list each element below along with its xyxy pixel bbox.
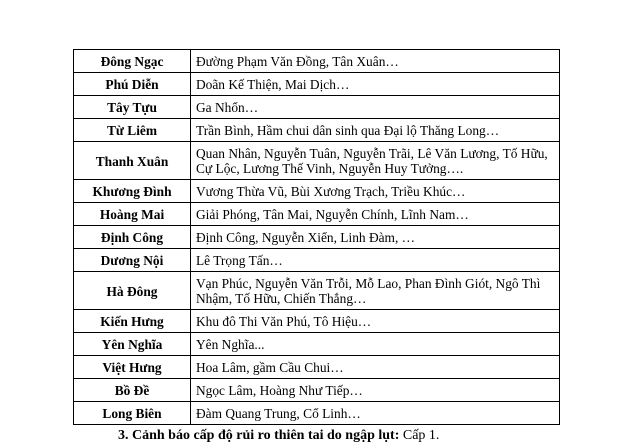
flooded-streets-cell: Doãn Kế Thiện, Mai Dịch… xyxy=(191,73,560,96)
flooded-streets-cell: Khu đô Thi Văn Phú, Tô Hiệu… xyxy=(191,310,560,333)
flooded-streets-cell: Quan Nhân, Nguyễn Tuân, Nguyễn Trãi, Lê Văn Lương, Tố Hữu, Cự Lộc, Lương Thế Vinh, Nguyễn Huy Tưởng…. xyxy=(191,142,560,180)
table-row xyxy=(74,119,560,142)
table-row xyxy=(74,333,560,356)
table-body xyxy=(74,50,560,425)
table-row xyxy=(74,203,560,226)
area-name-cell: Thanh Xuân xyxy=(74,142,191,180)
flooded-streets-cell: Yên Nghĩa... xyxy=(191,333,560,356)
area-name-cell: Hoàng Mai xyxy=(74,203,191,226)
flooded-streets-cell: Hoa Lâm, gầm Cầu Chui… xyxy=(191,356,560,379)
area-name-cell: Đông Ngạc xyxy=(74,50,191,73)
flooded-streets-cell: Giải Phóng, Tân Mai, Nguyễn Chính, Lĩnh Nam… xyxy=(191,203,560,226)
table-row xyxy=(74,226,560,249)
flood-risk-heading-label: 3. Cảnh báo cấp độ rủi ro thiên tai do ngập lụt: xyxy=(118,428,400,443)
flooded-streets-cell: Định Công, Nguyễn Xiển, Linh Đàm, … xyxy=(191,226,560,249)
area-name-cell: Kiến Hưng xyxy=(74,310,191,333)
area-name-cell: Hà Đông xyxy=(74,272,191,310)
area-name-cell: Dương Nội xyxy=(74,249,191,272)
flooded-streets-cell: Vương Thừa Vũ, Bùi Xương Trạch, Triều Khúc… xyxy=(191,180,560,203)
area-name-cell: Việt Hưng xyxy=(74,356,191,379)
flood-area-table xyxy=(73,49,560,425)
flooded-streets-cell: Ga Nhổn… xyxy=(191,96,560,119)
flood-risk-heading xyxy=(118,428,439,444)
area-name-cell: Khương Đình xyxy=(74,180,191,203)
area-name-cell: Phú Diễn xyxy=(74,73,191,96)
area-name-cell: Bồ Đề xyxy=(74,379,191,402)
table-row xyxy=(74,73,560,96)
area-name-cell: Long Biên xyxy=(74,402,191,425)
table-row xyxy=(74,356,560,379)
flooded-streets-cell: Đàm Quang Trung, Cổ Linh… xyxy=(191,402,560,425)
area-name-cell: Từ Liêm xyxy=(74,119,191,142)
area-name-cell: Tây Tựu xyxy=(74,96,191,119)
table-row xyxy=(74,50,560,73)
table-row xyxy=(74,310,560,333)
area-name-cell: Yên Nghĩa xyxy=(74,333,191,356)
flooded-streets-cell: Ngọc Lâm, Hoàng Như Tiếp… xyxy=(191,379,560,402)
table-row xyxy=(74,142,560,180)
table-row xyxy=(74,249,560,272)
table-row xyxy=(74,272,560,310)
flooded-streets-cell: Đường Phạm Văn Đồng, Tân Xuân… xyxy=(191,50,560,73)
flooded-streets-cell: Lê Trọng Tấn… xyxy=(191,249,560,272)
flooded-streets-cell: Vạn Phúc, Nguyễn Văn Trỗi, Mỗ Lao, Phan Đình Giót, Ngô Thì Nhậm, Tố Hữu, Chiến Thắng… xyxy=(191,272,560,310)
table-row xyxy=(74,379,560,402)
flooded-streets-cell: Trần Bình, Hầm chui dân sinh qua Đại lộ Thăng Long… xyxy=(191,119,560,142)
flood-risk-level: Cấp 1. xyxy=(399,428,440,443)
table-row xyxy=(74,402,560,425)
area-name-cell: Định Công xyxy=(74,226,191,249)
table-row xyxy=(74,96,560,119)
table-row xyxy=(74,180,560,203)
